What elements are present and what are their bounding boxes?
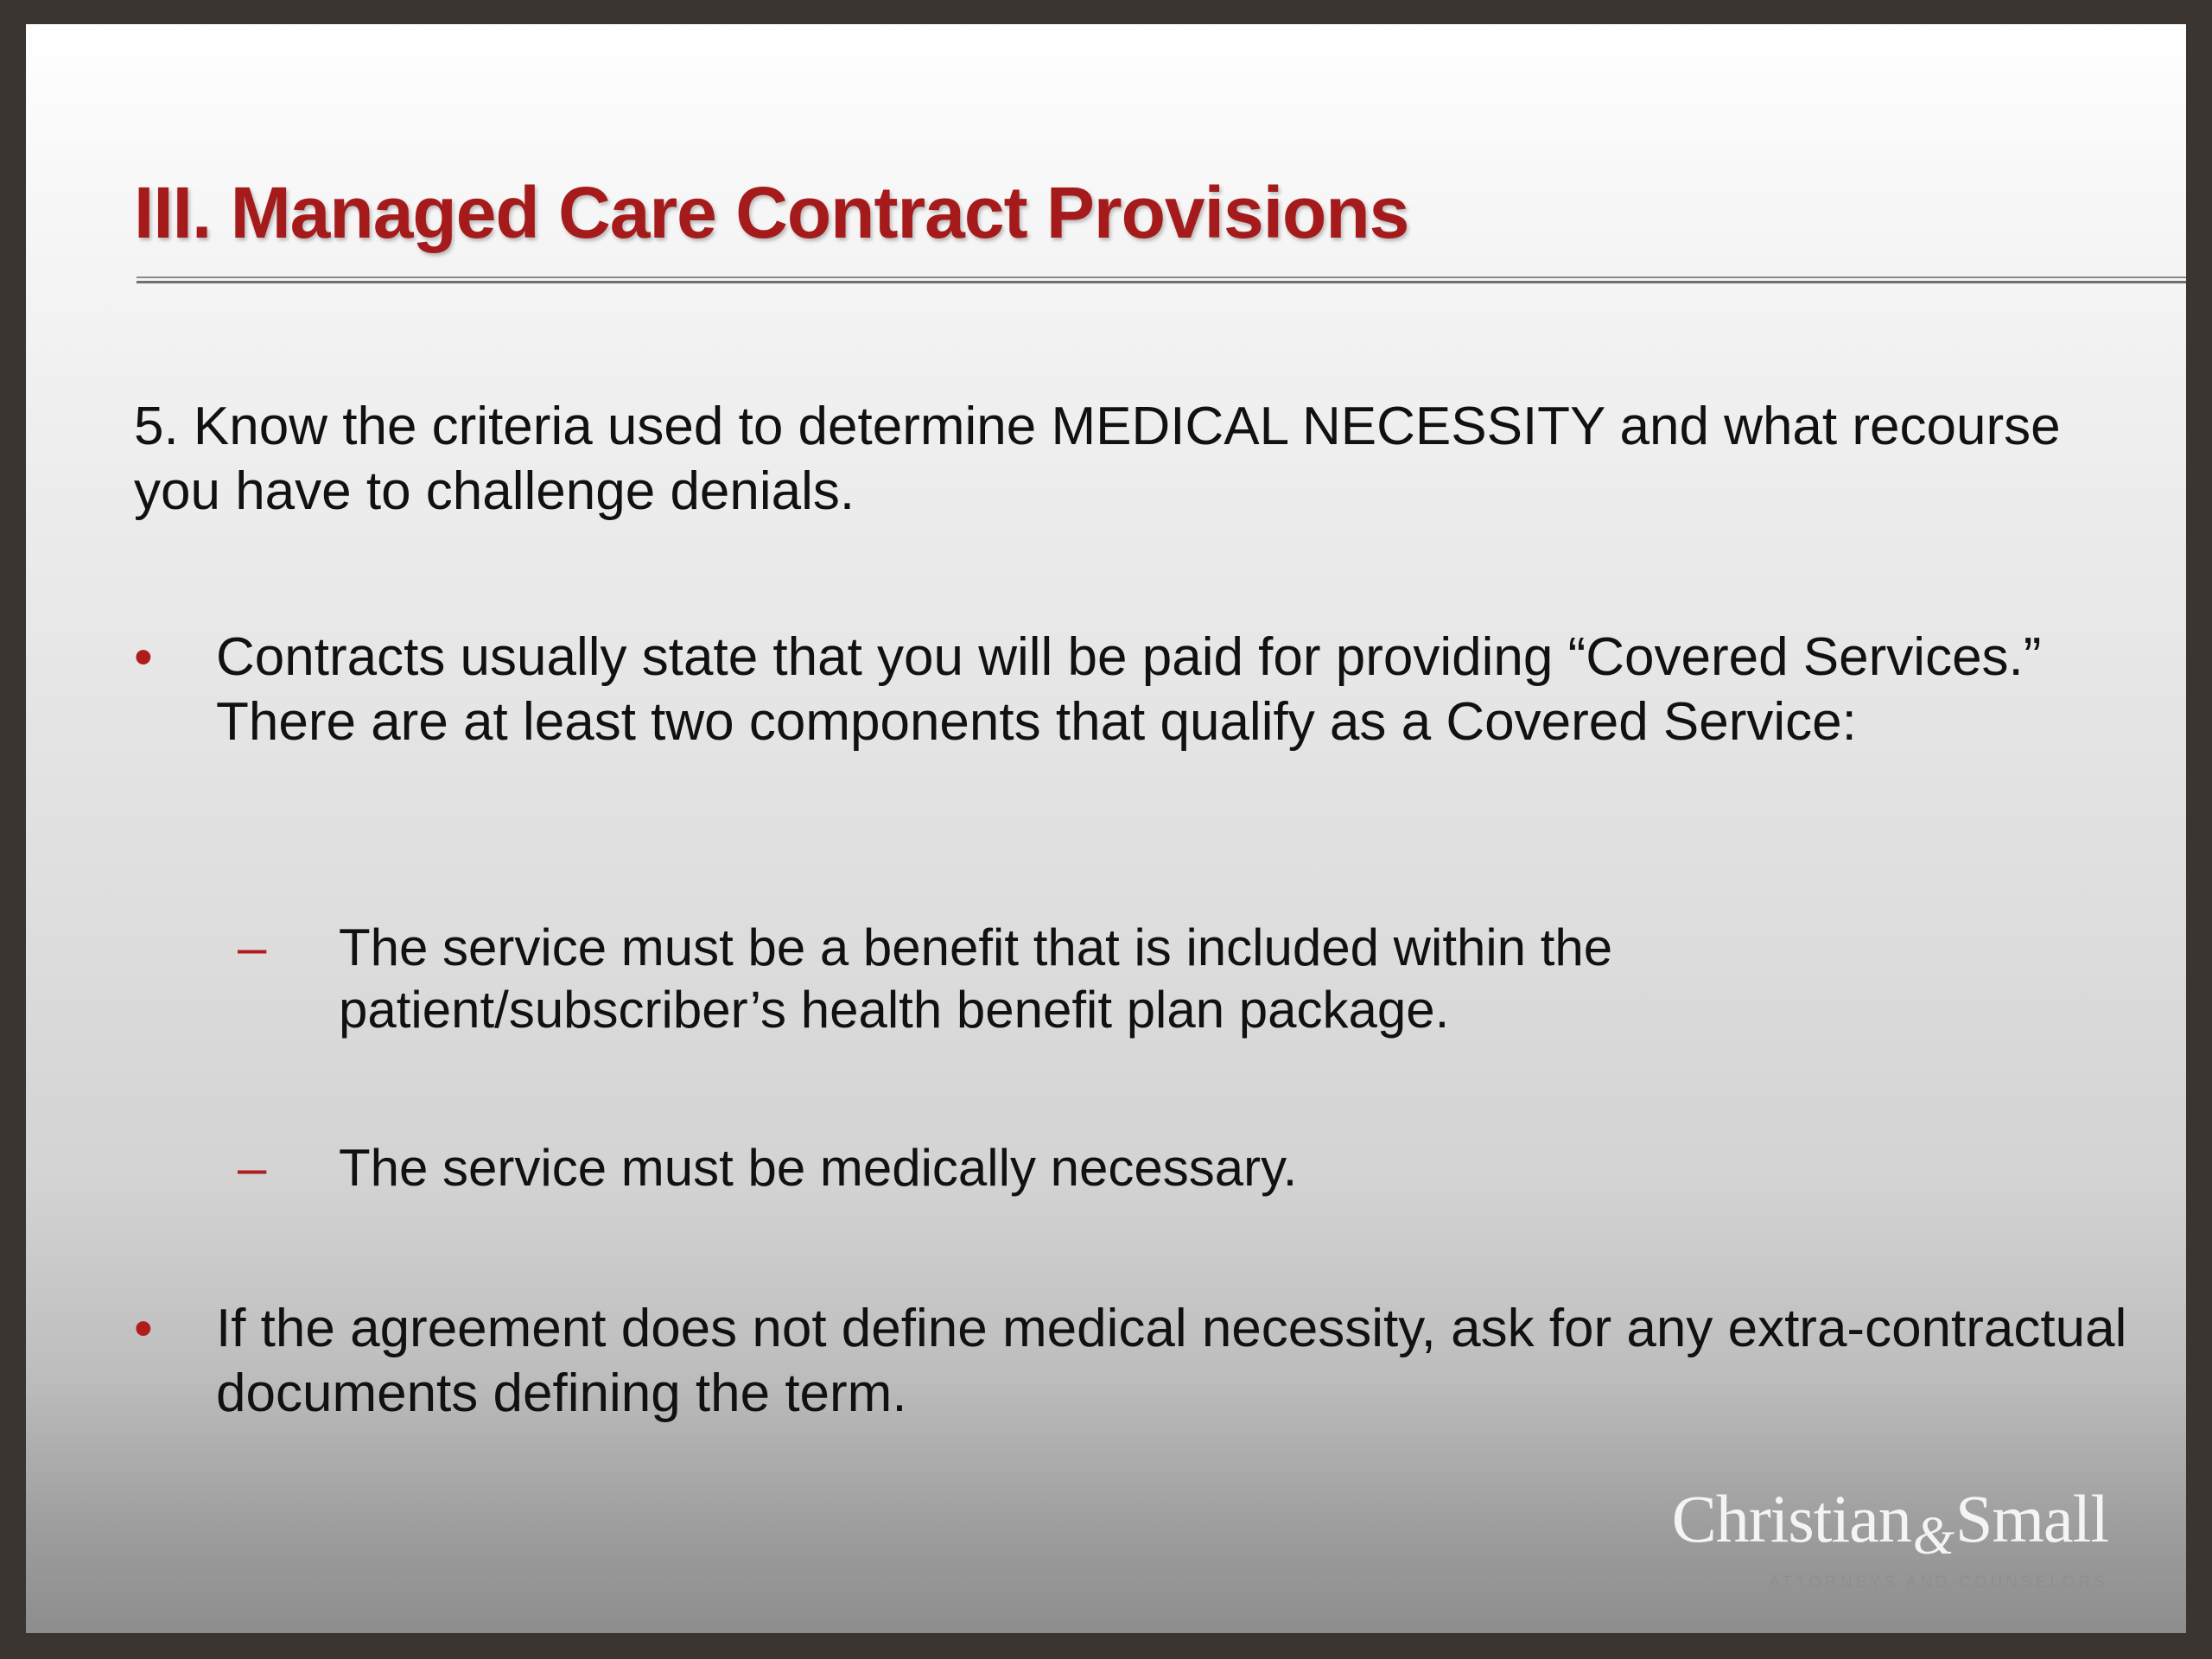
intro-paragraph: 5. Know the criteria used to determine MEDICAL NECESSITY and what recourse you have to challenge denials. [134,397,2061,521]
sub-bullet-text: The service must be medically necessary. [339,1139,1298,1197]
bullet-marker: • [134,627,153,687]
firm-logo [1659,1480,2108,1592]
bullet-marker: • [134,1299,153,1358]
bullet-item [134,1296,2143,1426]
bullet-item [134,625,2143,754]
sub-bullet-marker: – [238,1139,267,1197]
slide-title: III. Managed Care Contract Provisions [134,172,1409,253]
title-divider [137,276,2186,283]
logo-name-right: Small [1955,1481,2108,1556]
logo-ampersand: & [1912,1507,1954,1566]
logo-tagline: ATTORNEYS AND COUNSELORS [1768,1573,2108,1592]
firm-logo-wordmark [1659,1480,2108,1566]
sub-bullet-text: The service must be a benefit that is included within the patient/subscriber’s health benefit plan package. [339,918,1613,1039]
slide [26,24,2186,1633]
logo-name-left: Christian [1671,1481,1911,1556]
sub-bullet-marker: – [238,918,267,976]
sub-bullet-item [238,917,2067,1041]
bullet-text: If the agreement does not define medical necessity, ask for any extra-contractual documents defining the term. [216,1299,2127,1423]
bullet-text: Contracts usually state that you will be paid for providing “Covered Services.” There are at least two components that qualify as a Covered Service: [216,627,2042,752]
sub-bullet-item [238,1137,2067,1199]
